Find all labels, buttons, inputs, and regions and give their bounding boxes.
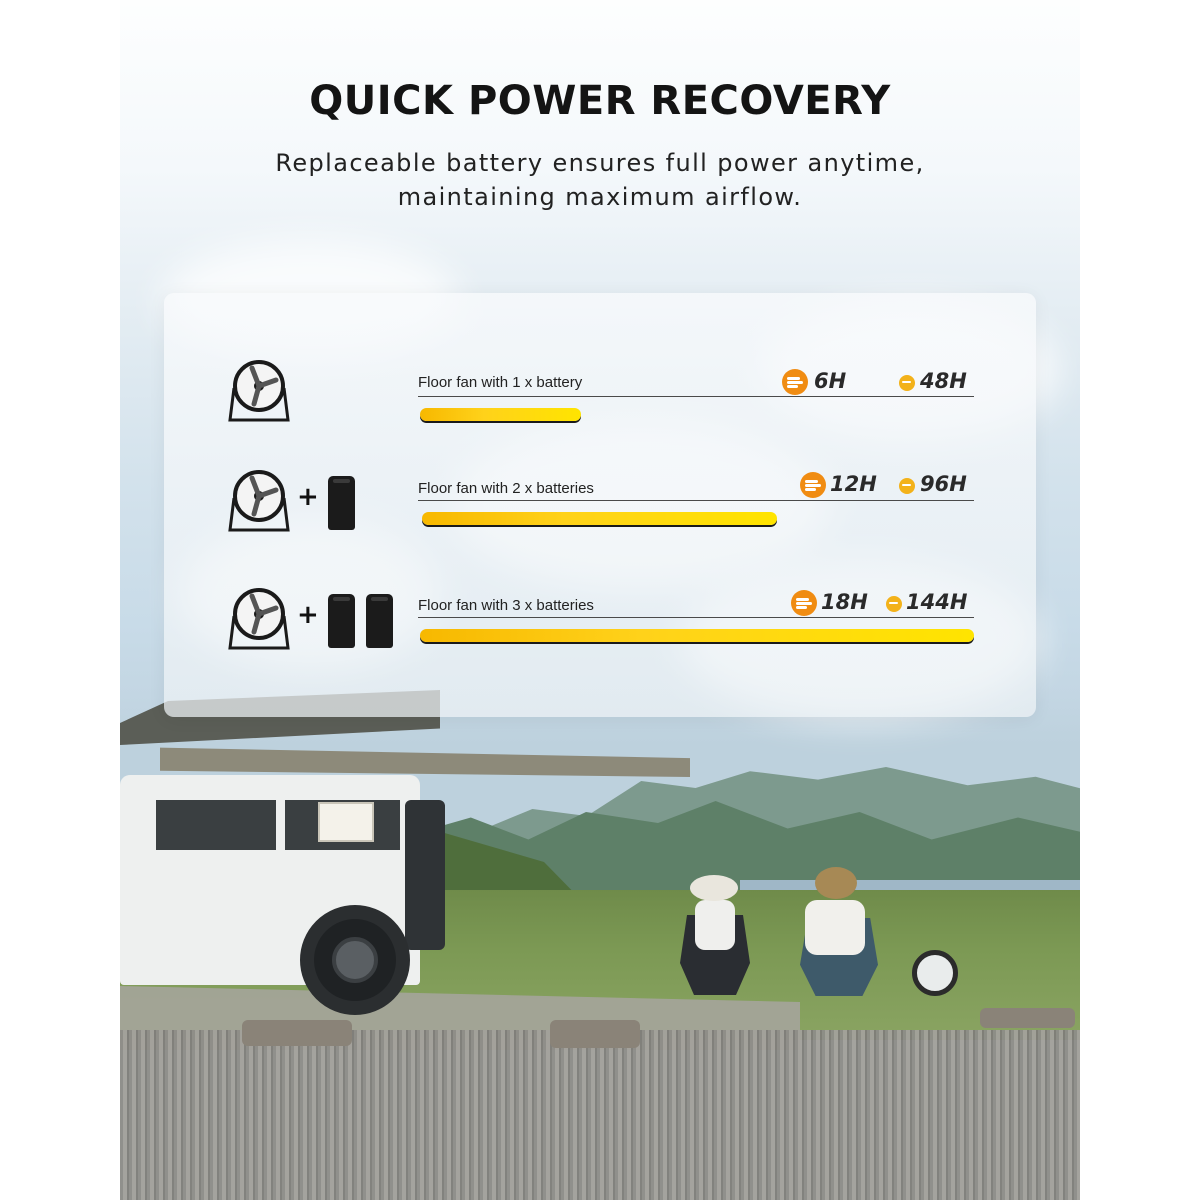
runtime-bar <box>420 629 974 642</box>
row-label: Floor fan with 1 x battery <box>418 374 583 391</box>
scene-floor-fan <box>912 950 958 996</box>
person <box>695 900 735 950</box>
wind-runtime: 12H <box>830 472 877 496</box>
floor-fan-icon <box>226 358 292 424</box>
sleep-runtime: 96H <box>920 472 967 496</box>
sleep-mode-icon <box>899 375 915 391</box>
plus-icon: + <box>297 600 319 630</box>
sleep-runtime: 48H <box>920 369 967 393</box>
row-label: Floor fan with 2 x batteries <box>418 480 594 497</box>
battery-icon <box>328 476 355 530</box>
runtime-bar <box>420 408 581 421</box>
wind-icon <box>791 590 817 616</box>
sleep-mode-icon <box>886 596 902 612</box>
wind-runtime: 18H <box>821 590 868 614</box>
row-label: Floor fan with 3 x batteries <box>418 597 594 614</box>
plus-icon: + <box>297 482 319 512</box>
wind-icon <box>782 369 808 395</box>
page-title: QUICK POWER RECOVERY <box>309 78 891 124</box>
floor-fan-icon <box>226 468 292 534</box>
sleep-mode-icon <box>899 478 915 494</box>
wind-icon <box>800 472 826 498</box>
person <box>805 900 865 955</box>
wind-runtime: 6H <box>814 369 847 393</box>
runtime-bar <box>422 512 777 525</box>
battery-icon <box>328 594 355 648</box>
sleep-runtime: 144H <box>906 590 968 614</box>
battery-icon <box>366 594 393 648</box>
page-subtitle: Replaceable battery ensures full power anytime, maintaining maximum airflow. <box>275 149 925 211</box>
gravel-ground <box>120 1030 1080 1200</box>
runtime-panel <box>164 293 1036 717</box>
floor-fan-icon <box>226 586 292 652</box>
car-awning <box>160 735 690 777</box>
